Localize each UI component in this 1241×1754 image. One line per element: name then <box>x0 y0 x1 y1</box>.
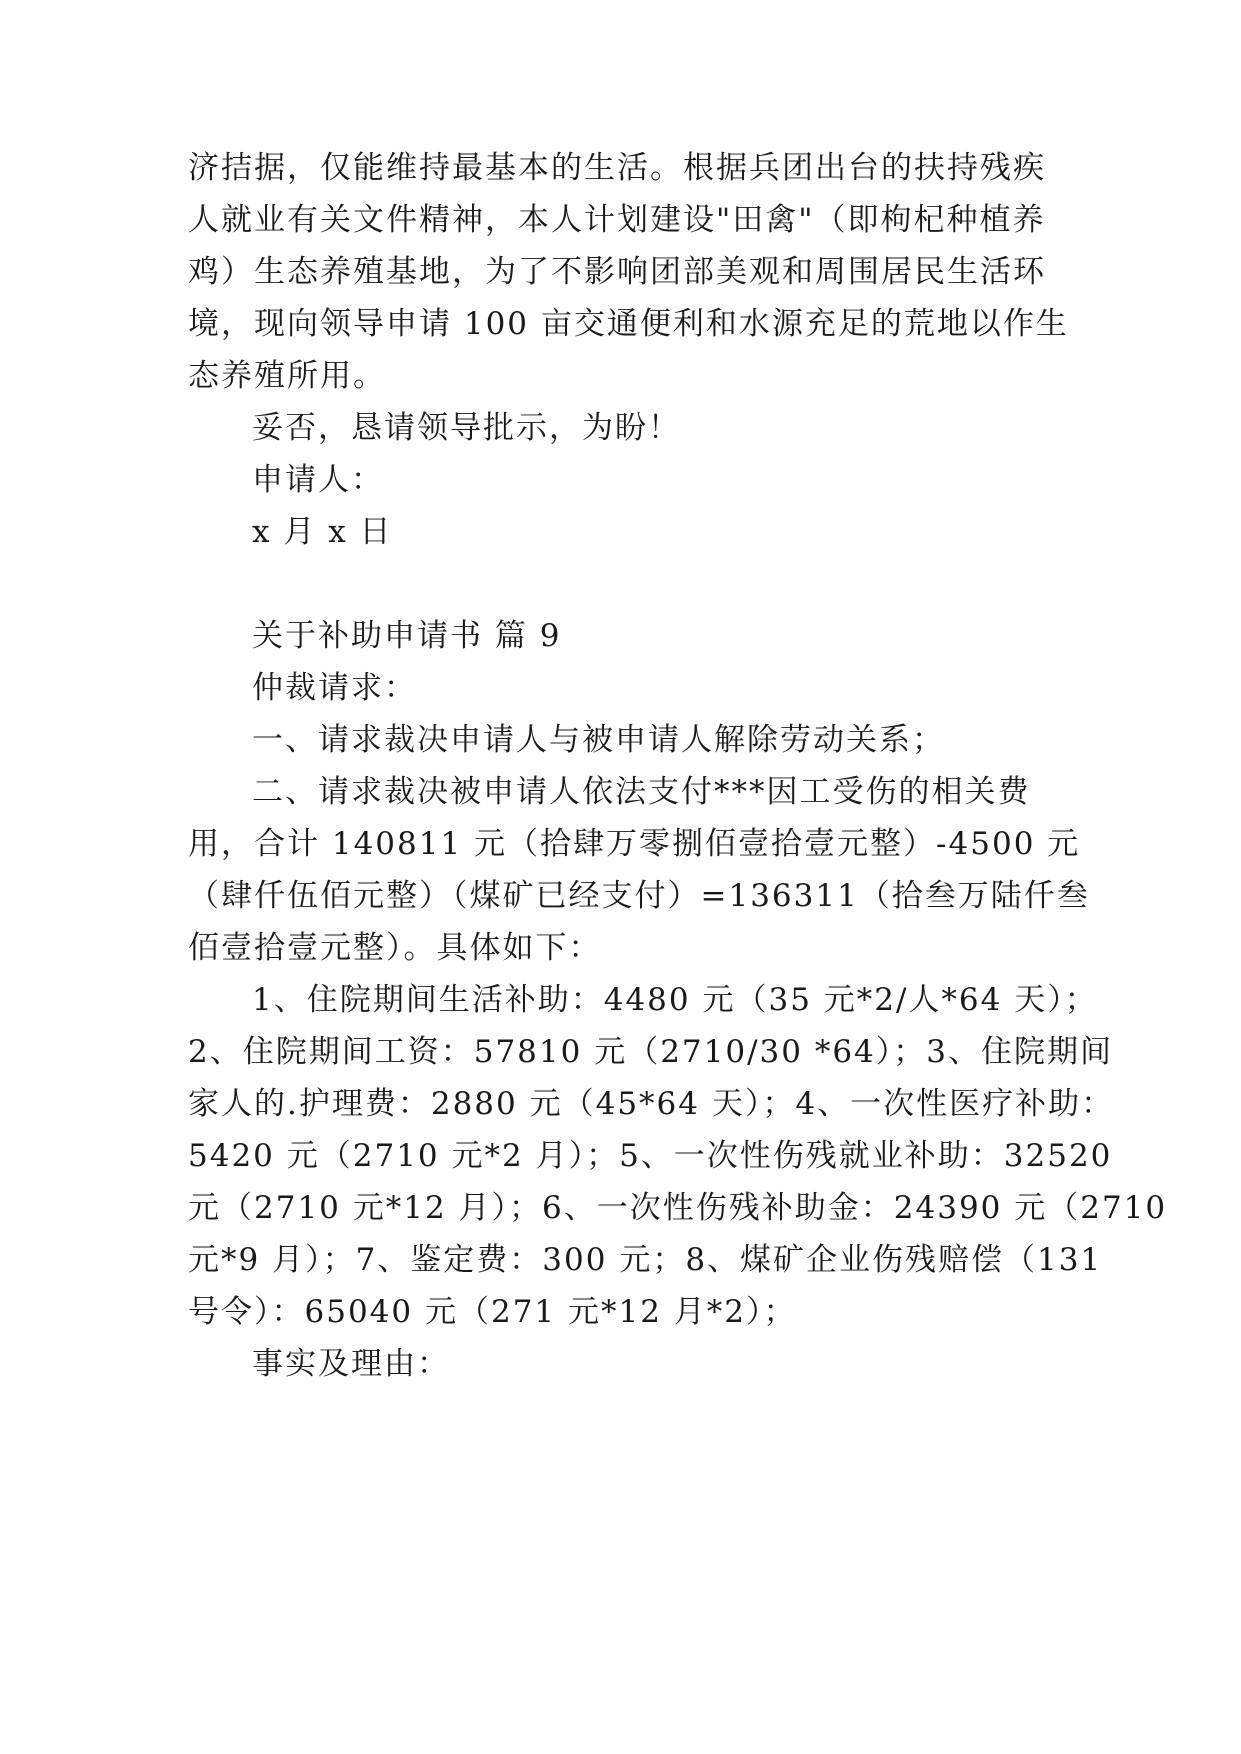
request-approval-line: 妥否，恳请领导批示，为盼！ <box>252 410 681 446</box>
paragraph-line: 态养殖所用。 <box>188 358 386 394</box>
detail-line: 5420 元（2710 元*2 月）；5、一次性伤残就业补助：32520 <box>188 1138 1113 1174</box>
arbitration-request-heading: 仲裁请求： <box>252 670 417 706</box>
paragraph-line: 境，现向领导申请 100 亩交通便利和水源充足的荒地以作生 <box>188 306 1069 342</box>
detail-line: 号令）：65040 元（271 元*12 月*2）； <box>188 1294 797 1330</box>
request-item-2: 二、请求裁决被申请人依法支付***因工受伤的相关费 <box>252 774 1031 810</box>
detail-line: 家人的.护理费：2880 元（45*64 天）；4、一次性医疗补助： <box>188 1086 1115 1122</box>
date-line: x 月 x 日 <box>252 514 393 550</box>
paragraph-line: 佰壹拾壹元整）。具体如下： <box>188 930 602 966</box>
paragraph-line: 济拮据，仅能维持最基本的生活。根据兵团出台的扶持残疾 <box>188 150 1046 186</box>
paragraph-line: 鸡）生态养殖基地，为了不影响团部美观和周围居民生活环 <box>188 254 1046 290</box>
paragraph-line: 人就业有关文件精神，本人计划建设"田禽"（即枸杞种植养 <box>188 202 1046 238</box>
detail-line: 元*9 月）；7、鉴定费：300 元；8、煤矿企业伤残赔偿（131 <box>188 1242 1103 1278</box>
applicant-label: 申请人： <box>252 462 384 498</box>
detail-line: 元（2710 元*12 月）；6、一次性伤残补助金：24390 元（2710 <box>188 1190 1168 1226</box>
request-item-1: 一、请求裁决申请人与被申请人解除劳动关系； <box>252 722 945 758</box>
paragraph-line: （肆仟伍佰元整）（煤矿已经支付）=136311（拾叁万陆仟叁 <box>188 878 1090 914</box>
detail-line: 1、住院期间生活补助：4480 元（35 元*2/人*64 天）； <box>252 982 1098 1018</box>
detail-line: 2、住院期间工资：57810 元（2710/30 *64）；3、住院期间 <box>188 1034 1113 1070</box>
facts-and-reasons-heading: 事实及理由： <box>252 1346 450 1382</box>
paragraph-line: 用，合计 140811 元（拾肆万零捌佰壹拾壹元整）-4500 元 <box>188 826 1081 862</box>
section-heading: 关于补助申请书 篇 9 <box>252 618 562 654</box>
